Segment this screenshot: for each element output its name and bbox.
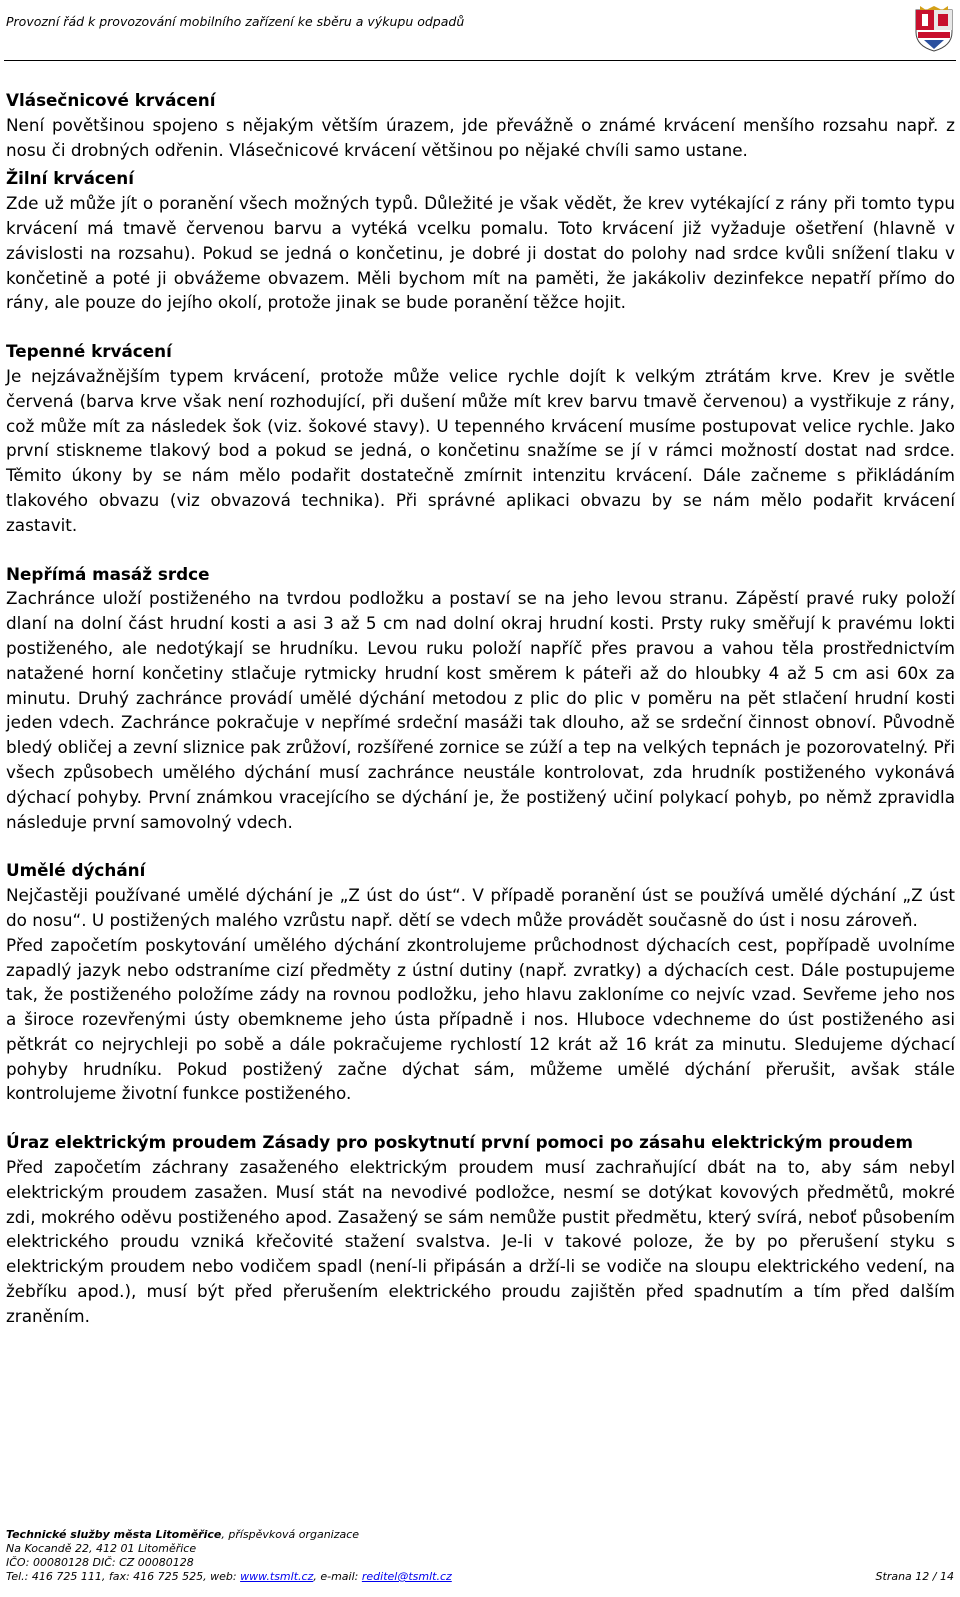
section-heading: Žilní krvácení — [6, 168, 134, 189]
header-title: Provozní řád k provozování mobilního zařízení ke sběru a výkupu odpadů — [6, 14, 465, 29]
section-heading: Umělé dýchání — [6, 860, 146, 881]
section-heart-massage — [6, 562, 955, 835]
city-crest-icon — [914, 6, 954, 52]
footer-page-number: Strana 12 / 14 — [875, 1570, 954, 1583]
section-capillary-bleeding — [6, 88, 955, 162]
section-heading: Vlásečnicové krvácení — [6, 90, 216, 110]
section-heading: Tepenné krvácení — [6, 341, 172, 362]
section-paragraph: Nejčastěji používané umělé dýchání je „Z úst do úst“. V případě poranění úst se používá umělé dýchání „Z úst do nosu“. U postižených malého vzrůstu např. dětí se vdech může provádět současně do úst i nosu zároveň. — [6, 885, 955, 930]
footer-email-prefix: , e-mail: — [313, 1570, 362, 1583]
footer-address: Na Kocandě 22, 412 01 Litoměřice — [6, 1542, 197, 1555]
section-artificial-respiration — [6, 858, 955, 1106]
section-paragraph: Před započetím poskytování umělého dýchání zkontrolujeme průchodnost dýchacích cest, popřípadě uvolníme zapadlý jazyk nebo odstraníme cizí předměty z ústní dutiny (např. zvratky) a dýchacích cest. Dále postupujeme tak, že postiženého položíme zády na rovnou podložku, jeho hlavu zakloníme co nejvíc vzad. Sevřeme jeho nos a široce rozevřenými ústy obemkneme jeho ústa případně i nos. Hluboce vdechneme do úst postiženého asi pětkrát co nejrychleji po sobě a dále pokračujeme rychlostí 12 krát až 16 krát za minutu. Sledujeme dýchací pohyby hrudníku. Pokud postižený začne dýchat sám, můžeme umělé dýchání přerušit, avšak stále kontrolujeme životní funkce postiženého. — [6, 934, 955, 1104]
footer-contact-prefix: Tel.: 416 725 111, fax: 416 725 525, web: — [6, 1570, 241, 1583]
section-venous-bleeding — [6, 166, 955, 315]
footer-org-line — [6, 1528, 954, 1542]
document-body — [6, 88, 955, 1329]
header-divider — [4, 60, 956, 61]
footer-email-link[interactable]: reditel@tsmlt.cz — [361, 1570, 452, 1583]
section-heading: Nepřímá masáž srdce — [6, 563, 210, 584]
footer-contact-line — [6, 1570, 954, 1584]
footer-ids: IČO: 00080128 DIČ: CZ 00080128 — [6, 1556, 194, 1569]
section-paragraph: Není povětšinou spojeno s nějakým větším úrazem, jde převážně o známé krvácení menšího rozsahu např. z nosu či drobných odřenin. Vlásečnicové krvácení většinou po nějaké chvíli samo ustane. — [6, 114, 955, 160]
section-paragraph: Je nejzávažnějším typem krvácení, protože může velice rychle dojít k velkým ztrátám krve. Krev je světle červená (barva krve však není rozhodující, při dušení může mít krev barvu tmavě červenou) a vystřikuje z rány, což může mít za následek šok (viz. šokové stavy). U tepenného krvácení musíme postupovat velice rychle. Jako první stiskneme tlakový bod a pokud se jedná, o končetinu snažíme se jí v rámci možností dostat nad srdce. Těmito úkony by se nám mělo podařit dostatečně zmírnit intenzitu krvácení. Dále začneme s přikládáním tlakového obvazu (viz obvazová technika). Při správné aplikaci obvazu by se nám mělo podařit krvácení zastavit. — [6, 365, 955, 535]
footer-web-link[interactable]: www.tsmlt.cz — [240, 1570, 314, 1583]
section-heading: Úraz elektrickým proudem Zásady pro poskytnutí první pomoci po zásahu elektrickým proudem — [6, 1132, 913, 1153]
footer-org-name: Technické služby města Litoměřice — [6, 1528, 222, 1541]
section-electric-shock — [6, 1130, 955, 1328]
section-paragraph: Zachránce uloží postiženého na tvrdou podložku a postaví se na jeho levou stranu. Zápěstí pravé ruky položí dlaní na dolní část hrudní kosti a asi 3 až 5 cm nad dolní okraj hrudní kosti. Prsty ruky směřují k pravému lokti postiženého, ale nedotýkají se hrudníku. Levou ruku položí napříč přes pravou a vahou těla prostřednictvím natažené horní končetiny stlačuje rytmicky hrudní kost směrem k páteři až do hloubky 4 až 5 cm asi 60x za minutu. Druhý zachránce provádí umělé dýchání metodou z plic do plic v poměru na pět stlačení hrudní kosti jeden vdech. Zachránce pokračuje v nepřímé srdeční masáži tak dlouho, až se srdeční činnost obnoví. Původně bledý obličej a zevní sliznice pak zrůžoví, rozšířené zornice se zúží a tep na velkých tepnách je pozorovatelný. Při všech způsobech umělého dýchání musí zachránce neustále kontrolovat, zda hrudník postiženého vykonává dýchací pohyby. První známkou vracejícího se dýchání je, že postižený učiní polykací pohyb, po němž zpravidla následuje první samovolný vdech. — [6, 588, 955, 832]
section-paragraph: Před započetím záchrany zasaženého elektrickým proudem musí zachraňující dbát na to, aby sám nebyl elektrickým proudem zasažen. Musí stát na nevodivé podložce, nesmí se dotýkat kovových předmětů, mokré zdi, mokrého oděvu postiženého apod. Zasažený se sám nemůže pustit předmětu, který svírá, neboť působením elektrického proudu vzniká křečovité stažení svalstva. Je-li v takové poloze, že by po přerušení styku s elektrickým proudem nebo vodičem spadl (není-li připásán a drží-li se vodiče na sloupu elektrického vedení, na žebříku apod.), musí být před přerušením elektrického proudu zajištěn před spadnutím a tím před dalším zraněním. — [6, 1157, 955, 1326]
page-header — [0, 0, 960, 62]
section-paragraph: Zde už může jít o poranění všech možných typů. Důležité je však vědět, že krev vytékající z rány při tomto typu krvácení má tmavě červenou barvu a vytéká vcelku pomalu. Toto krvácení již vyžaduje ošetření (hlavně v závislosti na rozsahu). Pokud se jedná o končetinu, je dobré ji dostat do polohy nad srdce kvůli snížení tlaku v končetině a poté ji obvážeme obvazem. Měli bychom mít na paměti, že jakákoliv dezinfekce nepatří přímo do rány, ale pouze do jejího okolí, protože jinak se bude poranění těžce hojit. — [6, 193, 955, 313]
footer-org-suffix: , příspěvková organizace — [221, 1528, 360, 1541]
page-footer — [6, 1528, 954, 1584]
section-arterial-bleeding — [6, 339, 955, 537]
